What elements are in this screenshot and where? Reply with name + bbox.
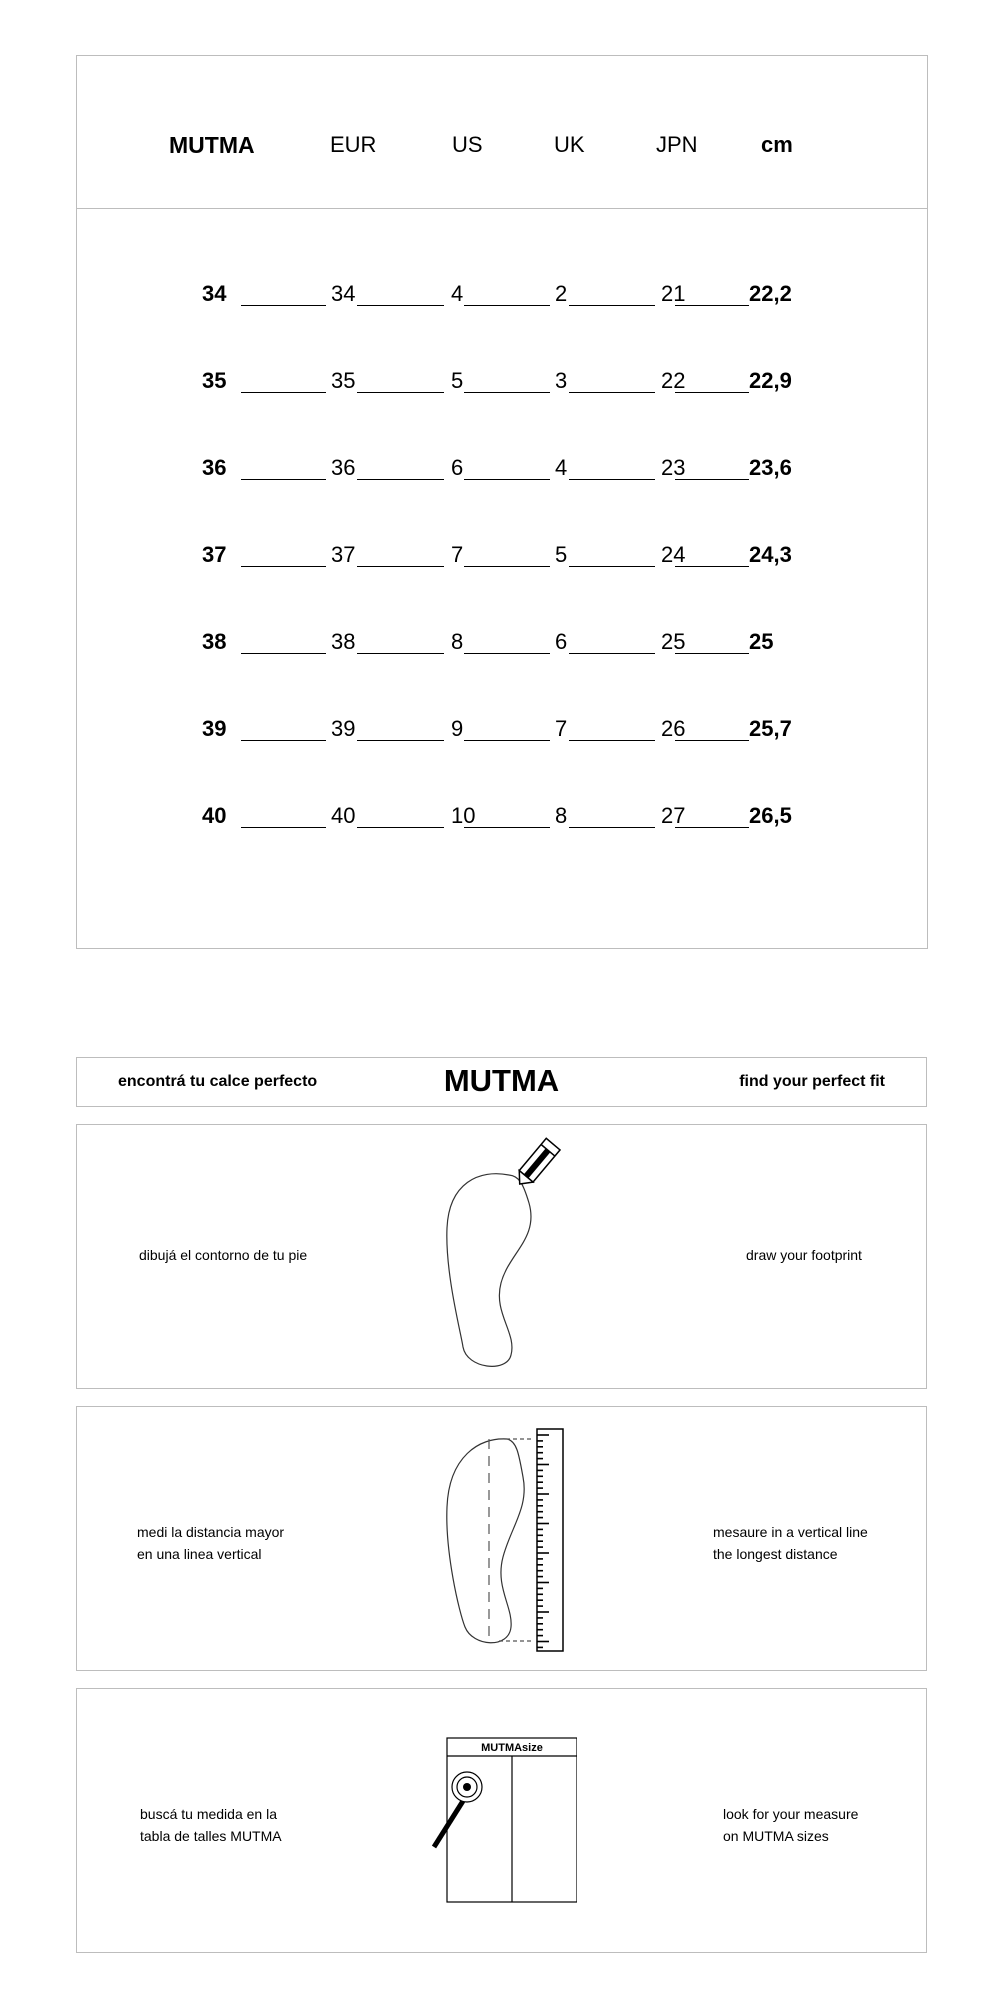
- size-cell-jpn: 24: [661, 542, 686, 567]
- size-cell-mutma: 38: [202, 629, 227, 654]
- row-connector-line: [357, 392, 444, 393]
- size-cell-cm: 22,2: [749, 281, 792, 306]
- row-connector-line: [675, 827, 749, 828]
- row-connector-line: [675, 392, 749, 393]
- size-cell-cm: 23,6: [749, 455, 792, 480]
- fit-label-es: encontrá tu calce perfecto: [118, 1073, 318, 1090]
- row-connector-line: [464, 566, 550, 567]
- row-connector-line: [464, 827, 550, 828]
- size-cell-eur: 39: [331, 716, 356, 741]
- row-connector-line: [241, 305, 326, 306]
- row-connector-line: [675, 653, 749, 654]
- row-connector-line: [569, 566, 655, 567]
- row-connector-line: [241, 740, 326, 741]
- size-rows: [77, 56, 927, 948]
- size-cell-us: 4: [451, 281, 464, 306]
- size-cell-eur: 34: [331, 281, 356, 306]
- size-cell-jpn: 21: [661, 281, 686, 306]
- step-1-text-en: draw your footprint: [746, 1247, 862, 1263]
- header-mutma: MUTMA: [169, 132, 255, 158]
- fit-title: MUTMA: [443, 1063, 560, 1098]
- size-cell-eur: 37: [331, 542, 356, 567]
- size-cell-mutma: 35: [202, 368, 227, 393]
- size-cell-jpn: 22: [661, 368, 686, 393]
- size-cell-cm: 25: [749, 629, 774, 654]
- step-3-text-en: look for your measure on MUTMA sizes: [723, 1806, 859, 1844]
- foot-ruler-icon: [437, 1427, 597, 1657]
- row-connector-line: [569, 740, 655, 741]
- row-connector-line: [464, 653, 550, 654]
- size-cell-jpn: 27: [661, 803, 686, 828]
- size-row: [77, 366, 927, 396]
- size-cell-uk: 4: [555, 455, 568, 480]
- row-connector-line: [241, 566, 326, 567]
- size-row: [77, 540, 927, 570]
- row-connector-line: [569, 827, 655, 828]
- row-connector-line: [464, 392, 550, 393]
- size-cell-uk: 5: [555, 542, 568, 567]
- size-cell-us: 9: [451, 716, 464, 741]
- step-1-text-es: dibujá el contorno de tu pie: [139, 1247, 308, 1263]
- row-connector-line: [464, 740, 550, 741]
- size-cell-uk: 2: [555, 281, 568, 306]
- step-measure-length: [76, 1406, 927, 1671]
- row-connector-line: [241, 479, 326, 480]
- size-cell-us: 6: [451, 455, 464, 480]
- foot-outline-pencil-icon: [439, 1133, 579, 1373]
- row-connector-line: [675, 305, 749, 306]
- size-row: [77, 801, 927, 831]
- size-chart: [76, 55, 928, 949]
- fit-guide-header: [76, 1057, 927, 1107]
- size-cell-jpn: 25: [661, 629, 686, 654]
- step-2-text-es: medi la distancia mayor en una linea vertical: [137, 1524, 285, 1562]
- size-cell-uk: 8: [555, 803, 568, 828]
- size-cell-mutma: 36: [202, 455, 227, 480]
- size-cell-mutma: 34: [202, 281, 227, 306]
- size-cell-cm: 22,9: [749, 368, 792, 393]
- header-uk: UK: [554, 132, 585, 157]
- row-connector-line: [675, 479, 749, 480]
- size-cell-uk: 7: [555, 716, 568, 741]
- size-cell-cm: 26,5: [749, 803, 792, 828]
- size-cell-eur: 35: [331, 368, 356, 393]
- size-row: [77, 279, 927, 309]
- size-cell-uk: 6: [555, 629, 568, 654]
- size-row: [77, 714, 927, 744]
- size-cell-jpn: 26: [661, 716, 686, 741]
- row-connector-line: [569, 392, 655, 393]
- size-table-label: MUTMAsize: [481, 1742, 543, 1754]
- size-cell-mutma: 37: [202, 542, 227, 567]
- row-connector-line: [357, 827, 444, 828]
- row-connector-line: [357, 479, 444, 480]
- step-find-size: [76, 1688, 927, 1953]
- row-connector-line: [241, 653, 326, 654]
- row-connector-line: [675, 566, 749, 567]
- size-cell-us: 10: [451, 803, 476, 828]
- size-cell-eur: 38: [331, 629, 356, 654]
- size-cell-eur: 40: [331, 803, 356, 828]
- size-cell-eur: 36: [331, 455, 356, 480]
- size-row: [77, 627, 927, 657]
- header-eur: EUR: [330, 132, 377, 157]
- row-connector-line: [464, 479, 550, 480]
- row-connector-line: [464, 305, 550, 306]
- size-cell-jpn: 23: [661, 455, 686, 480]
- step-2-text-en: mesaure in a vertical line the longest distance: [713, 1524, 868, 1562]
- row-connector-line: [569, 305, 655, 306]
- magnifier-size-table-icon: [417, 1737, 577, 1907]
- size-cell-us: 7: [451, 542, 464, 567]
- row-connector-line: [357, 305, 444, 306]
- size-cell-cm: 25,7: [749, 716, 792, 741]
- row-connector-line: [569, 479, 655, 480]
- size-cell-mutma: 40: [202, 803, 227, 828]
- row-connector-line: [569, 653, 655, 654]
- size-cell-mutma: 39: [202, 716, 227, 741]
- row-connector-line: [675, 740, 749, 741]
- size-row: [77, 453, 927, 483]
- size-cell-us: 8: [451, 629, 464, 654]
- size-cell-us: 5: [451, 368, 464, 393]
- row-connector-line: [241, 392, 326, 393]
- row-connector-line: [357, 740, 444, 741]
- row-connector-line: [357, 653, 444, 654]
- header-us: US: [452, 132, 483, 157]
- step-3-text-es: buscá tu medida en la tabla de talles MUTMA: [140, 1806, 282, 1844]
- row-connector-line: [357, 566, 444, 567]
- size-cell-uk: 3: [555, 368, 568, 393]
- size-cell-cm: 24,3: [749, 542, 792, 567]
- step-draw-footprint: [76, 1124, 927, 1389]
- row-connector-line: [241, 827, 326, 828]
- header-jpn: JPN: [656, 132, 698, 157]
- header-cm: cm: [761, 132, 793, 157]
- fit-label-en: find your perfect fit: [739, 1073, 885, 1090]
